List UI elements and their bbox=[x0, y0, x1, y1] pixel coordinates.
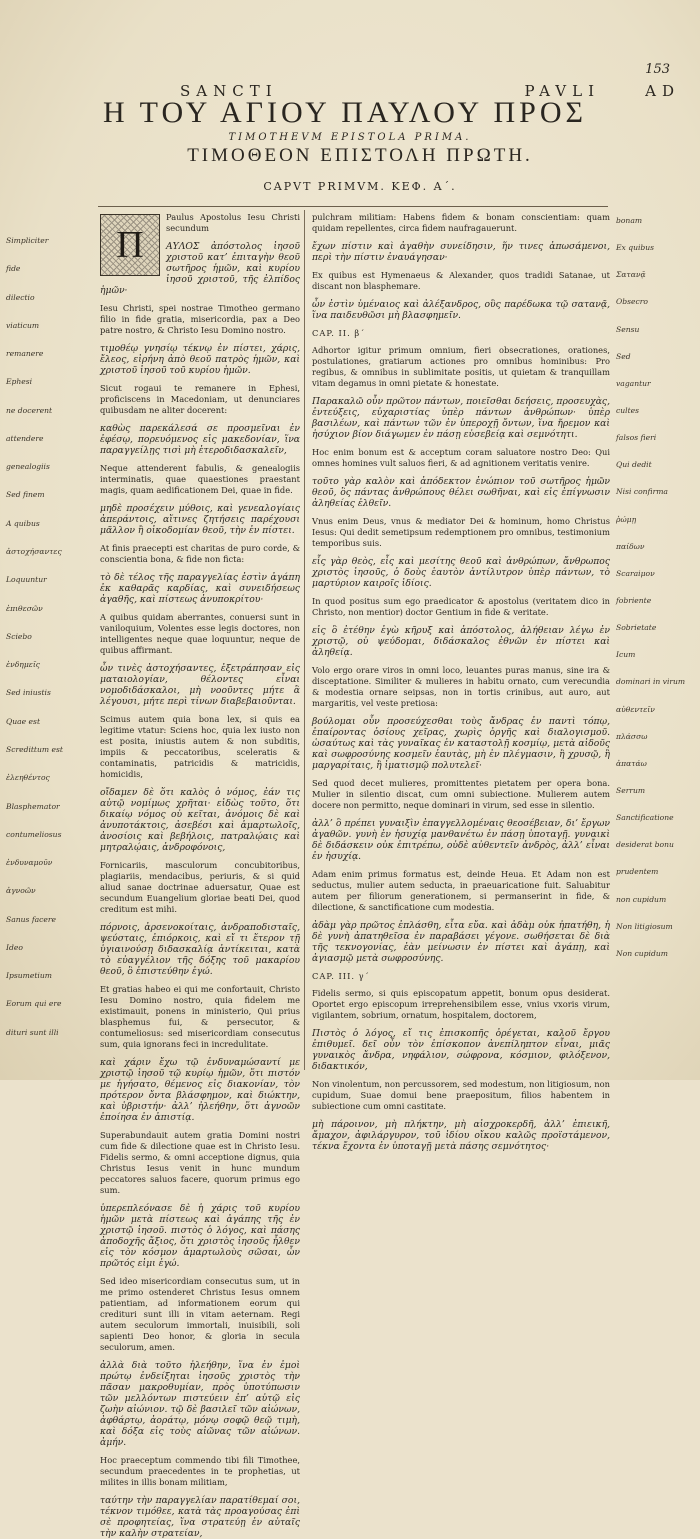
margin-note: Icum bbox=[616, 650, 636, 660]
margin-note: Sed bbox=[616, 351, 631, 361]
margin-note: Ideo bbox=[6, 942, 23, 952]
greek-paragraph: Παρακαλῶ οὖν πρῶτον πάντων, ποιεῖσθαι δεήσεις, προσευχὰς, ἐντεύξεις, εὐχαριστίας ὑπὲρ πάντων ἀνθρώπων· ὑπὲρ βασιλέων, καὶ πάντων τῶν ἐν ὑπεροχῇ ὄντων, ἵνα ἤρεμον καὶ ἡσύχιον βίον διάγωμεν ἐν πάσῃ εὐσεβείᾳ καὶ σεμνότητι. bbox=[312, 396, 610, 440]
margin-note: Sensu bbox=[616, 324, 640, 334]
margin-note: falsos fieri bbox=[616, 433, 657, 443]
margin-note: Ephesi bbox=[6, 377, 33, 387]
greek-paragraph: Πιστὸς ὁ λόγος, εἴ τις ἐπισκοπῆς ὀρέγεται, καλοῦ ἔργου ἐπιθυμεῖ. δεῖ οὖν τὸν ἐπίσκοπον ἀνεπίληπτον εἶναι, μιᾶς γυναικὸς ἄνδρα, νηφάλιον, σώφρονα, κόσμιον, φιλόξενον, διδακτικόν, bbox=[312, 1028, 610, 1072]
chapter-heading: CAPVT PRIMVM. ΚΕΦ. Α΄. bbox=[263, 180, 457, 193]
latin-paragraph: Sicut rogaui te remanere in Ephesi, proficiscens in Macedoniam, ut denunciares quibusdam ne aliter docerent: bbox=[100, 383, 300, 415]
margin-note: dituri sunt illi bbox=[6, 1027, 59, 1037]
margin-note: Loquuntur bbox=[6, 575, 47, 585]
margin-note: Scredittum est bbox=[6, 744, 63, 754]
margin-note: dominari in virum bbox=[616, 677, 686, 687]
margin-note: ἐπιθεσῶν bbox=[6, 603, 43, 613]
column-divider bbox=[304, 210, 305, 1070]
margin-note: ἐνδημεῖς bbox=[6, 660, 41, 670]
latin-paragraph: Paulus Apostolus Iesu Christi secundum bbox=[166, 212, 300, 233]
latin-paragraph: Fornicariis, masculorum concubitoribus, plagiariis, mendacibus, periuris, & si quid aliud sanae doctrinae aduersatur, Quae est secundum Euangelium gloriae beati Dei, quod creditum est mihi. bbox=[100, 860, 300, 914]
margin-note: Blasphemator bbox=[6, 801, 60, 811]
margin-note: Sanctificatione bbox=[616, 813, 674, 823]
margin-note: Σατανᾷ bbox=[616, 270, 646, 280]
greek-paragraph: τοῦτο γὰρ καλὸν καὶ ἀπόδεκτον ἐνώπιον τοῦ σωτῆρος ἡμῶν θεοῦ, ὃς πάντας ἀνθρώπους θέλει σωθῆναι, καὶ εἰς ἐπίγνωσιν ἀληθείας ἐλθεῖν. bbox=[312, 476, 610, 509]
latin-paragraph: In quod positus sum ego praedicator & apostolus (veritatem dico in Christo, non mentior) doctor Gentium in fide & veritate. bbox=[312, 596, 610, 617]
margin-note: αὐθεντεῖν bbox=[616, 704, 655, 714]
margin-note: Simpliciter bbox=[6, 236, 49, 245]
margin-note: dilectio bbox=[6, 292, 35, 302]
margin-note: ἐλεηθέντος bbox=[6, 773, 50, 783]
greek-paragraph: μὴ πάροινον, μὴ πλήκτην, μὴ αἰσχροκερδῆ, ἀλλ’ ἐπιεικῆ, ἄμαχον, ἀφιλάργυρον, τοῦ ἰδίου οἴκου καλῶς προϊστάμενον, τέκνα ἔχοντα ἐν ὑποταγῇ μετὰ πάσης σεμνότητος· bbox=[312, 1119, 610, 1152]
margin-note: Sed finem bbox=[6, 490, 45, 500]
margin-note: desiderat bonu bbox=[616, 840, 674, 850]
margin-note: viaticum bbox=[6, 320, 40, 330]
latin-paragraph: Adhortor igitur primum omnium, fieri obsecrationes, orationes, postulationes, gratiarum actiones pro omnibus hominibus: Pro regibus, & omnibus in sublimitate positis, ut quietam & tranquillam vitam degamus in omni pietate & honestate. bbox=[312, 345, 610, 388]
greek-paragraph: ὧν τινὲς ἀστοχήσαντες, ἐξετράπησαν εἰς ματαιολογίαν, θέλοντες εἶναι νομοδιδάσκαλοι, μὴ νοοῦντες μήτε ἃ λέγουσι, μήτε περὶ τίνων διαβεβαιοῦνται. bbox=[100, 663, 300, 707]
greek-paragraph: ἔχων πίστιν καὶ ἀγαθὴν συνείδησιν, ἥν τινες ἀπωσάμενοι, περὶ τὴν πίστιν ἐναυάγησαν· bbox=[312, 241, 610, 263]
greek-paragraph: τὸ δὲ τέλος τῆς παραγγελίας ἐστὶν ἀγάπη ἐκ καθαρᾶς καρδίας, καὶ συνειδήσεως ἀγαθῆς, καὶ πίστεως ἀνυποκρίτου· bbox=[100, 572, 300, 605]
greek-paragraph: ταύτην τὴν παραγγελίαν παρατίθεμαί σοι, τέκνον τιμόθεε, κατὰ τὰς προαγούσας ἐπὶ σὲ προφητείας, ἵνα στρατεύῃ ἐν αὐταῖς τὴν καλὴν στρατείαν, bbox=[100, 1495, 300, 1539]
chapter-subheading: CAP. II. β΄ bbox=[312, 328, 366, 338]
margin-note: Obsecro bbox=[616, 297, 648, 307]
latin-paragraph: Superabundauit autem gratia Domini nostri cum fide & dilectione quae est in Christo Iesu. Fidelis sermo, & omni acceptione dignus, quia Christus Iesus venit in hunc mundum peccatores saluos facere, quorum primus ego sum. bbox=[100, 1130, 300, 1195]
latin-paragraph: Scimus autem quia bona lex, si quis ea legitime vtatur: Sciens hoc, quia lex iusto non est posita, iniustis autem & non subditis, impiis & peccatoribus, sceleratis & contaminatis, patricidis & matricidis, homicidis, bbox=[100, 714, 300, 779]
latin-paragraph: Non vinolentum, non percussorem, sed modestum, non litigiosum, non cupidum, Suae domui bene praepositum, filios habentem in subiectione cum omni castitate. bbox=[312, 1079, 610, 1111]
text-column-right bbox=[312, 212, 610, 1152]
running-head-word: PAVLI bbox=[524, 82, 600, 100]
greek-paragraph: καὶ χάριν ἔχω τῷ ἐνδυναμώσαντί με χριστῷ ἰησοῦ τῷ κυρίῳ ἡμῶν, ὅτι πιστόν με ἡγήσατο, θέμενος εἰς διακονίαν, τὸν πρότερον ὄντα βλάσφημον, καὶ διώκτην, καὶ ὑβριστήν· ἀλλ’ ἠλεήθην, ὅτι ἀγνοῶν ἐποίησα ἐν ἀπιστίᾳ. bbox=[100, 1057, 300, 1123]
greek-paragraph: οἴδαμεν δὲ ὅτι καλὸς ὁ νόμος, ἐάν τις αὐτῷ νομίμως χρῆται· εἰδὼς τοῦτο, ὅτι δικαίῳ νόμος οὐ κεῖται, ἀνόμοις δὲ καὶ ἀνυποτάκτοις, ἀσεβέσι καὶ ἁμαρτωλοῖς, ἀνοσίοις καὶ βεβήλοις, πατραλῴαις καὶ μητραλῴαις, ἀνδροφόνοις, bbox=[100, 787, 300, 853]
greek-paragraph: ἀλλ’ ὃ πρέπει γυναιξὶν ἐπαγγελλομέναις θεοσέβειαν, δι’ ἔργων ἀγαθῶν. γυνὴ ἐν ἡσυχίᾳ μανθανέτω ἐν πάσῃ ὑποταγῇ. γυναικὶ δὲ διδάσκειν οὐκ ἐπιτρέπω, οὐδὲ αὐθεντεῖν ἀνδρὸς, ἀλλ’ εἶναι ἐν ἡσυχίᾳ. bbox=[312, 818, 610, 862]
margin-note: Quae est bbox=[6, 716, 40, 726]
page-number: 153 bbox=[645, 62, 670, 77]
running-head-word: SANCTI bbox=[180, 82, 278, 100]
margin-note: Ex quibus bbox=[616, 243, 655, 253]
greek-paragraph: ὑπερεπλεόνασε δὲ ἡ χάρις τοῦ κυρίου ἡμῶν μετὰ πίστεως καὶ ἀγάπης τῆς ἐν χριστῷ ἰησοῦ. πιστὸς ὁ λόγος, καὶ πάσης ἀποδοχῆς ἄξιος, ὅτι χριστὸς ἰησοῦς ἦλθεν εἰς τὸν κόσμον ἁμαρτωλοὺς σῶσαι, ὧν πρῶτός εἰμι ἐγώ. bbox=[100, 1203, 300, 1269]
greek-paragraph: καθὼς παρεκάλεσά σε προσμεῖναι ἐν ἐφέσῳ, πορευόμενος εἰς μακεδονίαν, ἵνα παραγγείλῃς τισὶ μὴ ἑτεροδιδασκαλεῖν, bbox=[100, 423, 300, 456]
running-head-word: AD bbox=[645, 82, 680, 100]
greek-paragraph: εἰς ὃ ἐτέθην ἐγὼ κῆρυξ καὶ ἀπόστολος, ἀλήθειαν λέγω ἐν χριστῷ, οὐ ψεύδομαι, διδάσκαλος ἐθνῶν ἐν πίστει καὶ ἀληθείᾳ. bbox=[312, 625, 610, 658]
margin-note: Ipsumetium bbox=[6, 971, 52, 981]
margin-note: ἐνδυναμοῦν bbox=[6, 858, 53, 868]
latin-paragraph: Neque attenderent fabulis, & genealogiis interminatis, quae quaestiones praestant magis, quam aedificationem Dei, quae in fide. bbox=[100, 463, 300, 495]
greek-paragraph: πόρνοις, ἀρσενοκοίταις, ἀνδραποδισταῖς, ψεύσταις, ἐπιόρκοις, καὶ εἴ τι ἕτερον τῇ ὑγιαινούσῃ διδασκαλίᾳ ἀντίκειται, κατὰ τὸ εὐαγγέλιον τῆς δόξης τοῦ μακαρίου θεοῦ, ὃ ἐπιστεύθην ἐγώ. bbox=[100, 922, 300, 977]
margin-note: ne docerent bbox=[6, 405, 53, 415]
latin-paragraph: pulchram militiam: Habens fidem & bonam conscientiam: quam quidam repellentes, circa fidem naufragauerunt. bbox=[312, 212, 610, 233]
heading-rule bbox=[98, 206, 608, 207]
greek-paragraph: τιμοθέῳ γνησίῳ τέκνῳ ἐν πίστει, χάρις, ἔλεος, εἰρήνη ἀπὸ θεοῦ πατρὸς ἡμῶν, καὶ χριστοῦ ἰησοῦ τοῦ κυρίου ἡμῶν. bbox=[100, 343, 300, 376]
latin-paragraph: Iesu Christi, spei nostrae Timotheo germano filio in fide gratia, misericordia, pax a Deo patre nostro, & Christo Iesu Domino nostro. bbox=[100, 303, 300, 335]
margin-note: Serrum bbox=[616, 786, 646, 795]
greek-title: Η ΤΟΥ ΑΓΙΟΥ ΠΑΥΛΟΥ ΠΡΟΣ bbox=[103, 96, 587, 129]
margin-note: Non cupidum bbox=[616, 948, 668, 958]
margin-note: cultes bbox=[616, 406, 640, 415]
greek-paragraph: βούλομαι οὖν προσεύχεσθαι τοὺς ἄνδρας ἐν παντὶ τόπῳ, ἐπαίροντας ὁσίους χεῖρας, χωρὶς ὀργῆς καὶ διαλογισμοῦ. ὡσαύτως καὶ τὰς γυναῖκας ἐν καταστολῇ κοσμίῳ, μετὰ αἰδοῦς καὶ σωφροσύνης κοσμεῖν ἑαυτὰς, μὴ ἐν πλέγμασιν, ἢ χρυσῷ, ἢ μαργαρίταις, ἢ ἱματισμῷ πολυτελεῖ· bbox=[312, 716, 610, 771]
greek-paragraph: ΑΥΛΟΣ ἀπόστολος ἰησοῦ χριστοῦ κατ’ ἐπιταγὴν θεοῦ σωτῆρος ἡμῶν, καὶ κυρίου ἰησοῦ χριστοῦ, τῆς ἐλπίδος ἡμῶν· bbox=[100, 241, 300, 296]
greek-paragraph: εἷς γὰρ θεὸς, εἷς καὶ μεσίτης θεοῦ καὶ ἀνθρώπων, ἄνθρωπος χριστὸς ἰησοῦς, ὁ δοὺς ἑαυτὸν ἀντίλυτρον ὑπὲρ πάντων, τὸ μαρτύριον καιροῖς ἰδίοις. bbox=[312, 556, 610, 589]
margin-note: attendere bbox=[6, 433, 44, 443]
margin-note: genealogiis bbox=[6, 462, 50, 472]
initial-letter: Π bbox=[101, 215, 159, 275]
latin-paragraph: Volo ergo orare viros in omni loco, leuantes puras manus, sine ira & disceptatione. Similiter & mulieres in habitu ornato, cum verecundia & modestia ornare seipsas, non in tortis crinibus, aut auro, aut margaritis, vel veste pretiosa: bbox=[312, 665, 610, 708]
latin-paragraph: Hoc enim bonum est & acceptum coram saluatore nostro Deo: Qui omnes homines vult saluos fieri, & ad agnitionem veritatis venire. bbox=[312, 447, 610, 468]
latin-paragraph: Adam enim primus formatus est, deinde Heua. Et Adam non est seductus, mulier autem seducta, in praeuaricatione fuit. Saluabitur autem per filiorum generationem, si permanserint in fide, & dilectione, & sanctificatione cum modestia. bbox=[312, 869, 610, 912]
margin-note: contumeliosus bbox=[6, 829, 62, 839]
margin-note: Sed iniustis bbox=[6, 688, 51, 698]
latin-paragraph: A quibus quidam aberrantes, conuersi sunt in vaniloquium, Volentes esse legis doctores, non intelligentes neque quae loquuntur, neque de quibus affirmant. bbox=[100, 612, 300, 655]
latin-paragraph: Et gratias habeo ei qui me confortauit, Christo Iesu Domino nostro, quia fidelem me existimauit, ponens in ministerio, Qui prius blasphemus fui, & persecutor, & contumeliosus: sed misericordiam consecutus sum, quia ignorans feci in incredulitate. bbox=[100, 984, 300, 1049]
margin-note: Scaraiμον bbox=[616, 568, 655, 578]
chapter-subheading: CAP. III. γ΄ bbox=[312, 971, 370, 981]
margin-note: Sobrietate bbox=[616, 623, 657, 633]
margin-note: ἀστοχήσαντες bbox=[6, 547, 62, 557]
margin-note: Nisi confirma bbox=[616, 487, 668, 497]
latin-paragraph: Sed ideo misericordiam consecutus sum, ut in me primo ostenderet Christus Iesus omnem patientiam, ad informationem eorum qui credituri sunt illi in vitam aeternam. Regi autem seculorum immortali, inuisibili, soli sapienti Deo honor, & gloria in secula seculorum, amen. bbox=[100, 1276, 300, 1352]
greek-paragraph: ἀδὰμ γὰρ πρῶτος ἐπλάσθη, εἶτα εὔα. καὶ ἀδὰμ οὐκ ἠπατήθη, ἡ δὲ γυνὴ ἀπατηθεῖσα ἐν παραβάσει γέγονε. σωθήσεται δὲ διὰ τῆς τεκνογονίας, ἐὰν μείνωσιν ἐν πίστει καὶ ἀγάπῃ, καὶ ἁγιασμῷ μετὰ σωφροσύνης. bbox=[312, 920, 610, 964]
margin-note: ἀπατάω bbox=[616, 758, 647, 768]
margin-note: Qui dedit bbox=[616, 460, 652, 470]
margin-note: prudentem bbox=[616, 867, 659, 877]
margin-note: bonam bbox=[616, 216, 643, 225]
margin-note: non cupidum bbox=[616, 894, 667, 904]
latin-paragraph: Sed quod decet mulieres, promittentes pietatem per opera bona. Mulier in silentio discat, cum omni subiectione. Mulierem autem docere non permitto, neque dominari in virum, sed esse in silentio. bbox=[312, 778, 610, 810]
latin-paragraph: Fidelis sermo, si quis episcopatum appetit, bonum opus desiderat. Oportet ergo episcopum irreprehensibilem esse, vnius vxoris virum, vigilantem, sobrium, ornatum, hospitalem, doctorem, bbox=[312, 988, 610, 1020]
margin-note: remanere bbox=[6, 349, 44, 359]
margin-note: πλάσσω bbox=[616, 731, 648, 741]
margin-note: fide bbox=[6, 264, 21, 274]
margin-note: A quibus bbox=[6, 518, 40, 528]
margin-note: vagantur bbox=[616, 378, 651, 388]
margin-note: Sciebo bbox=[6, 631, 32, 641]
margin-note: Non litigiosum bbox=[616, 921, 673, 931]
greek-subtitle: ΤΙΜΟΘΕΟΝ ΕΠΙΣΤΟΛΗ ΠΡΩΤΗ. bbox=[187, 145, 533, 166]
greek-paragraph: ὧν ἐστὶν ὑμέναιος καὶ ἀλέξανδρος, οὓς παρέδωκα τῷ σατανᾷ, ἵνα παιδευθῶσι μὴ βλασφημεῖν. bbox=[312, 299, 610, 321]
greek-paragraph: ἀλλὰ διὰ τοῦτο ἠλεήθην, ἵνα ἐν ἐμοὶ πρώτῳ ἐνδείξηται ἰησοῦς χριστὸς τὴν πᾶσαν μακροθυμίαν, πρὸς ὑποτύπωσιν τῶν μελλόντων πιστεύειν ἐπ’ αὐτῷ εἰς ζωὴν αἰώνιον. τῷ δὲ βασιλεῖ τῶν αἰώνων, ἀφθάρτῳ, ἀοράτῳ, μόνῳ σοφῷ θεῷ τιμὴ, καὶ δόξα εἰς τοὺς αἰῶνας τῶν αἰώνων. ἀμήν. bbox=[100, 1360, 300, 1448]
margin-note: ἀγνοῶν bbox=[6, 886, 36, 896]
latin-paragraph: At finis praecepti est charitas de puro corde, & conscientia bona, & fide non ficta: bbox=[100, 543, 300, 564]
margin-note: Sanus facere bbox=[6, 914, 57, 924]
margin-note: ῥώμῃ bbox=[616, 514, 637, 524]
latin-paragraph: Ex quibus est Hymenaeus & Alexander, quos tradidi Satanae, ut discant non blasphemare. bbox=[312, 270, 610, 291]
margin-note: Eorum qui ere bbox=[6, 999, 62, 1009]
text-column-left bbox=[100, 212, 300, 1539]
latin-paragraph: Vnus enim Deus, vnus & mediator Dei & hominum, homo Christus Iesus: Qui dedit semetipsum redemptionem pro omnibus, testimonium temporibus suis. bbox=[312, 516, 610, 548]
latin-paragraph: Hoc praeceptum commendo tibi fili Timothee, secundum praecedentes in te prophetias, ut milites in illis bonam militiam, bbox=[100, 1455, 300, 1487]
decorated-initial bbox=[100, 214, 160, 276]
margin-note: παίδων bbox=[616, 541, 645, 551]
latin-subtitle: TIMOTHEVM EPISTOLA PRIMA. bbox=[228, 132, 472, 143]
greek-paragraph: μηδὲ προσέχειν μύθοις, καὶ γενεαλογίαις ἀπεράντοις, αἵτινες ζητήσεις παρέχουσι μᾶλλον ἢ οἰκοδομίαν θεοῦ, τὴν ἐν πίστει. bbox=[100, 503, 300, 536]
margin-note: fobriente bbox=[616, 596, 652, 605]
